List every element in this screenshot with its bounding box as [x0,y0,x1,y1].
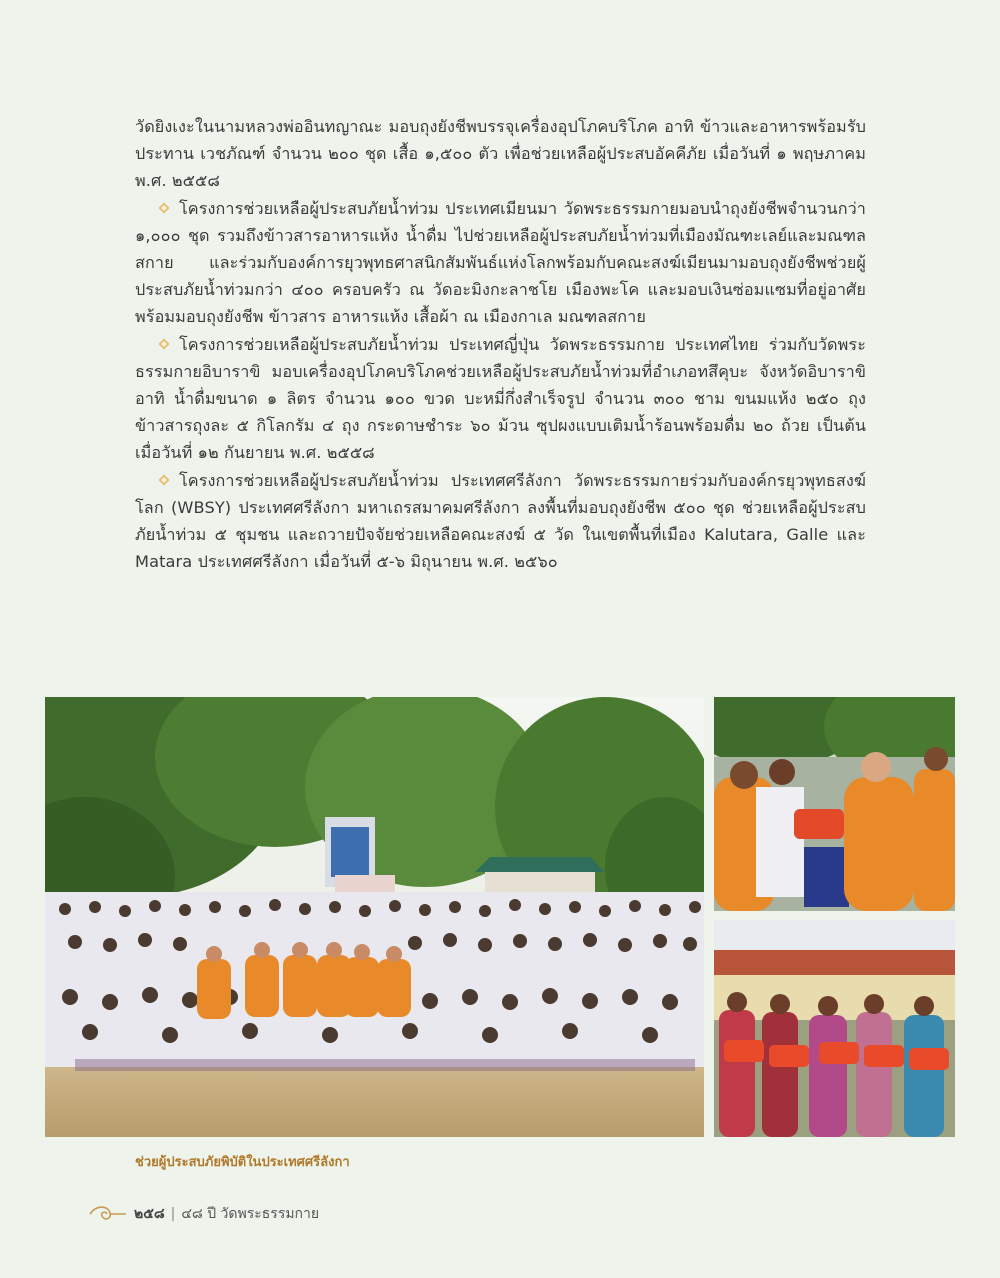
diamond-bullet-icon [157,337,171,351]
paragraph-2 [135,195,866,331]
paragraph-1: วัดยิงเงะในนามหลวงพ่ออินทญาณะ มอบถุงยังชีพบรรจุเครื่องอุปโภคบริโภค อาทิ ข้าวและอาหารพร้อมรับประทาน เวชภัณฑ์ จำนวน ๒๐๐ ชุด เสื้อ ๑,๕๐๐ ตัว เพื่อช่วยเหลือผู้ประสบอัคคีภัย เมื่อวันที่ ๑ พฤษภาคม พ.ศ. ๒๕๕๘ [135,117,866,191]
women-photo [714,920,955,1137]
footer-separator: | [170,1206,176,1222]
paragraph-2-text: โครงการช่วยเหลือผู้ประสบภัยน้ำท่วม ประเทศเมียนมา วัดพระธรรมกายมอบนำถุงยังชีพจำนวนกว่า ๑,๐๐๐ ชุด รวมถึงข้าวสารอาหารแห้ง น้ำดื่ม ไปช่วยเหลือผู้ประสบภัยน้ำท่วมที่เมืองมัณฑะเลย์และมณฑลสกาย และร่วมกับองค์การยุวพุทธศาสนิกสัมพันธ์แห่งโลกพร้อมกับคณะสงฆ์เมียนมามอบถุงยังชีพช่วยผู้ประสบภัยน้ำท่วมกว่า ๔๐๐ ครอบครัว ณ วัดอะมิงกะลาชโย เมืองพะโค และมอบเงินซ่อมแซมที่อยู่อาศัย พร้อมมอบถุงยังชีพ ข้าวสาร อาหารแห้ง เสื้อผ้า ณ เมืองกาเล มณฑลสกาย [135,198,866,327]
diamond-bullet-icon [157,473,171,487]
page-number: ๒๕๘ [134,1206,165,1222]
book-title: ๔๘ ปี วัดพระธรรมกาย [181,1206,320,1222]
paragraph-4-text: โครงการช่วยเหลือผู้ประสบภัยน้ำท่วม ประเทศศรีลังกา วัดพระธรรมกายร่วมกับองค์กรยุวพุทธสงฆ์โลก (WBSY) ประเทศศรีลังกา มหาเถรสมาคมศรีลังกา ลงพื้นที่มอบถุงยังชีพ ๕๐๐ ชุด ช่วยเหลือผู้ประสบภัยน้ำท่วม ๕ ชุมชน และถวายปัจจัยช่วยเหลือคณะสงฆ์ ๕ วัด ในเขตพื้นที่เมือง Kalutara, Galle และ Matara ประเทศศรีลังกา เมื่อวันที่ ๕-๖ มิถุนายน พ.ศ. ๒๕๖๐ [135,470,866,572]
page-footer [88,1202,319,1226]
diamond-bullet-icon [157,201,171,215]
handover-photo [714,697,955,911]
photo-caption: ช่วยผู้ประสบภัยพิบัติในประเทศศรีลังกา [135,1155,350,1170]
body-text [135,113,866,575]
paragraph-3 [135,331,866,467]
paragraph-4 [135,467,866,576]
group-photo [45,697,704,1137]
swirl-ornament-icon [88,1205,128,1223]
paragraph-3-text: โครงการช่วยเหลือผู้ประสบภัยน้ำท่วม ประเทศญี่ปุ่น วัดพระธรรมกาย ประเทศไทย ร่วมกับวัดพระธรรมกายอิบาราขิ มอบเครื่องอุปโภคบริโภคช่วยเหลือผู้ประสบภัยน้ำท่วมที่อำเภอทสึคุบะ จังหวัดอิบาราขิ อาทิ น้ำดื่มขนาด ๑ ลิตร จำนวน ๑๐๐ ขวด บะหมี่กึ่งสำเร็จรูป จำนวน ๓๐๐ ชาม ขนมแห้ง ๒๕๐ ถุง ข้าวสารถุงละ ๕ กิโลกรัม ๔ ถุง กระดาษชำระ ๖๐ ม้วน ซุปผงแบบเติมน้ำร้อนพร้อมดื่ม ๒๐ ถ้วย เป็นต้น เมื่อวันที่ ๑๒ กันยายน พ.ศ. ๒๕๕๘ [135,334,866,463]
